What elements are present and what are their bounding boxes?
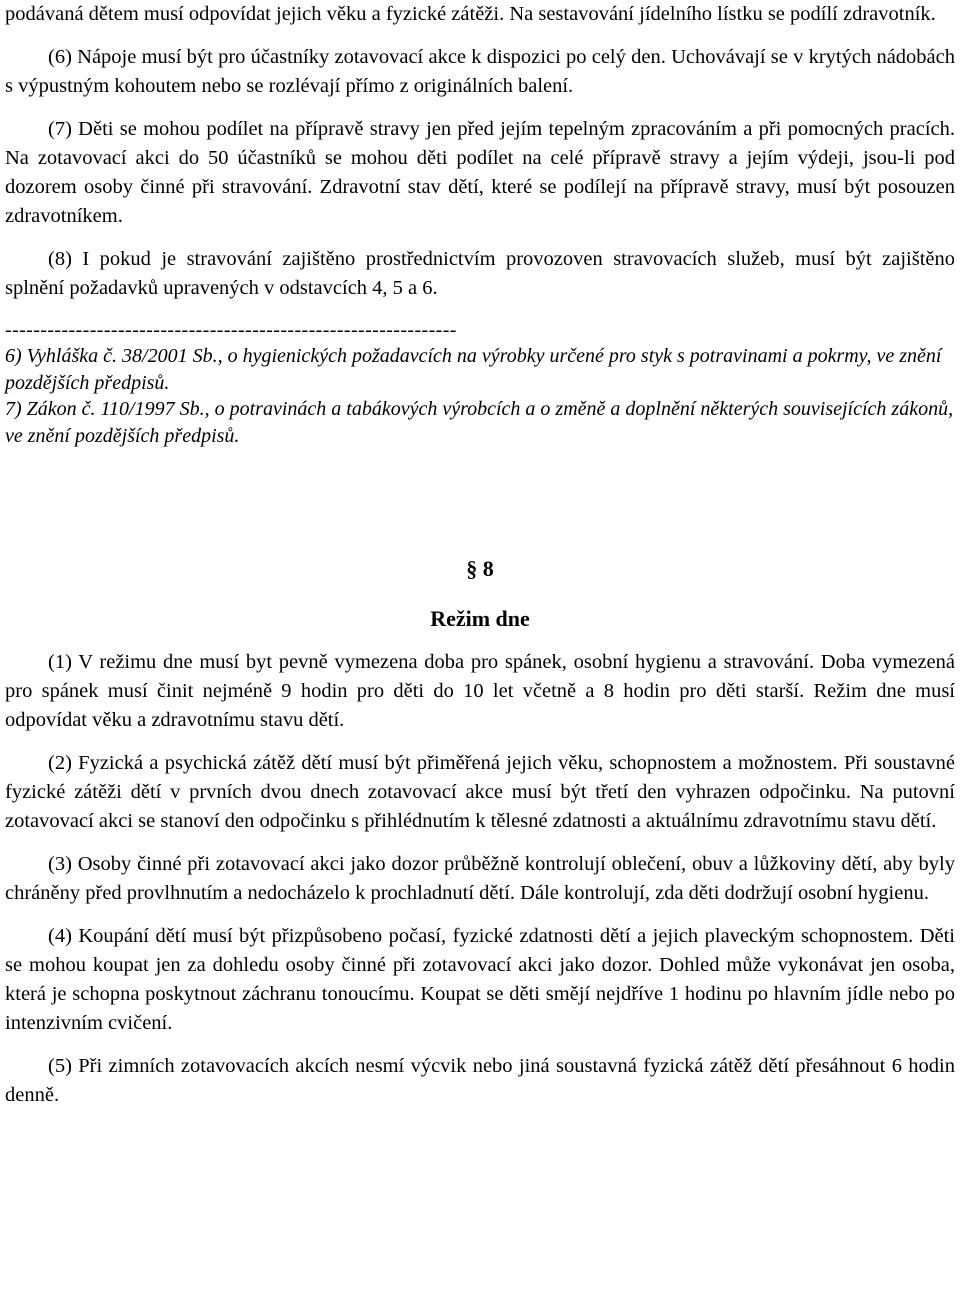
paragraph-7: (7) Děti se mohou podílet na přípravě stravy jen před jejím tepelným zpracováním a při pomocných pracích. Na zotavovací akci do 50 účastníků se mohou děti podílet na celé přípravě stravy a jejím výdeji, jsou-li pod dozorem osoby činné při stravování. Zdravotní stav dětí, které se podílejí na přípravě stravy, musí být posouzen zdravotníkem. xyxy=(5,118,955,227)
section-paragraph-2: (2) Fyzická a psychická zátěž dětí musí být přiměřená jejich věku, schopnostem a možnostem. Při soustavné fyzické zátěži dětí v prvních dvou dnech zotavovací akce musí být třetí den vyhrazen odpočinku. Na putovní zotavovací akci se stanoví den odpočinku s přihlédnutím k tělesné zdatnosti a aktuálnímu zdravotnímu stavu dětí. xyxy=(5,752,955,832)
footnote-separator: ---------------------------------------------------------------- xyxy=(5,319,457,341)
section-paragraph-4: (4) Koupání dětí musí být přizpůsobeno počasí, fyzické zdatnosti dětí a jejich plaveckým schopnostem. Děti se mohou koupat jen za dohledu osoby činné při zotavovací akci jako dozor. Dohled může vykonávat jen osoba, která je schopna poskytnout záchranu tonoucímu. Koupat se děti smějí nejdříve 1 hodinu po hlavním jídle nebo po intenzivním cvičení. xyxy=(5,925,955,1034)
paragraph-continuation: podávaná dětem musí odpovídat jejich věku a fyzické zátěži. Na sestavování jídelního lístku se podílí zdravotník. xyxy=(5,3,936,25)
paragraph-8: (8) I pokud je stravování zajištěno prostřednictvím provozoven stravovacích služeb, musí být zajištěno splnění požadavků upravených v odstavcích 4, 5 a 6. xyxy=(5,248,955,299)
document-page xyxy=(5,0,955,1110)
section-paragraph-3: (3) Osoby činné při zotavovací akci jako dozor průběžně kontrolují oblečení, obuv a lůžkoviny dětí, aby byly chráněny před provlhnutím a nedocházelo k prochladnutí dětí. Dále kontrolují, zda děti dodržují osobní hygienu. xyxy=(5,853,955,904)
section-title: Režim dne xyxy=(430,606,530,631)
section-paragraph-5: (5) Při zimních zotavovacích akcích nesmí výcvik nebo jiná soustavná fyzická zátěž dětí přesáhnout 6 hodin denně. xyxy=(5,1055,955,1106)
section-number: § 8 xyxy=(466,556,494,581)
footnote-6: 6) Vyhláška č. 38/2001 Sb., o hygienických požadavcích na výrobky určené pro styk s potravinami a pokrmy, ve znění pozdějších předpisů. xyxy=(5,345,942,394)
section-paragraph-1: (1) V režimu dne musí byt pevně vymezena doba pro spánek, osobní hygienu a stravování. Doba vymezená pro spánek musí činit nejméně 9 hodin pro děti do 10 let včetně a 8 hodin pro děti starší. Režim dne musí odpovídat věku a zdravotnímu stavu dětí. xyxy=(5,651,955,731)
footnote-7: 7) Zákon č. 110/1997 Sb., o potravinách a tabákových výrobcích a o změně a doplnění některých souvisejících zákonů, ve znění pozdějších předpisů. xyxy=(5,398,954,447)
paragraph-6: (6) Nápoje musí být pro účastníky zotavovací akce k dispozici po celý den. Uchovávají se v krytých nádobách s výpustným kohoutem nebo se rozlévají přímo z originálních balení. xyxy=(5,46,955,97)
